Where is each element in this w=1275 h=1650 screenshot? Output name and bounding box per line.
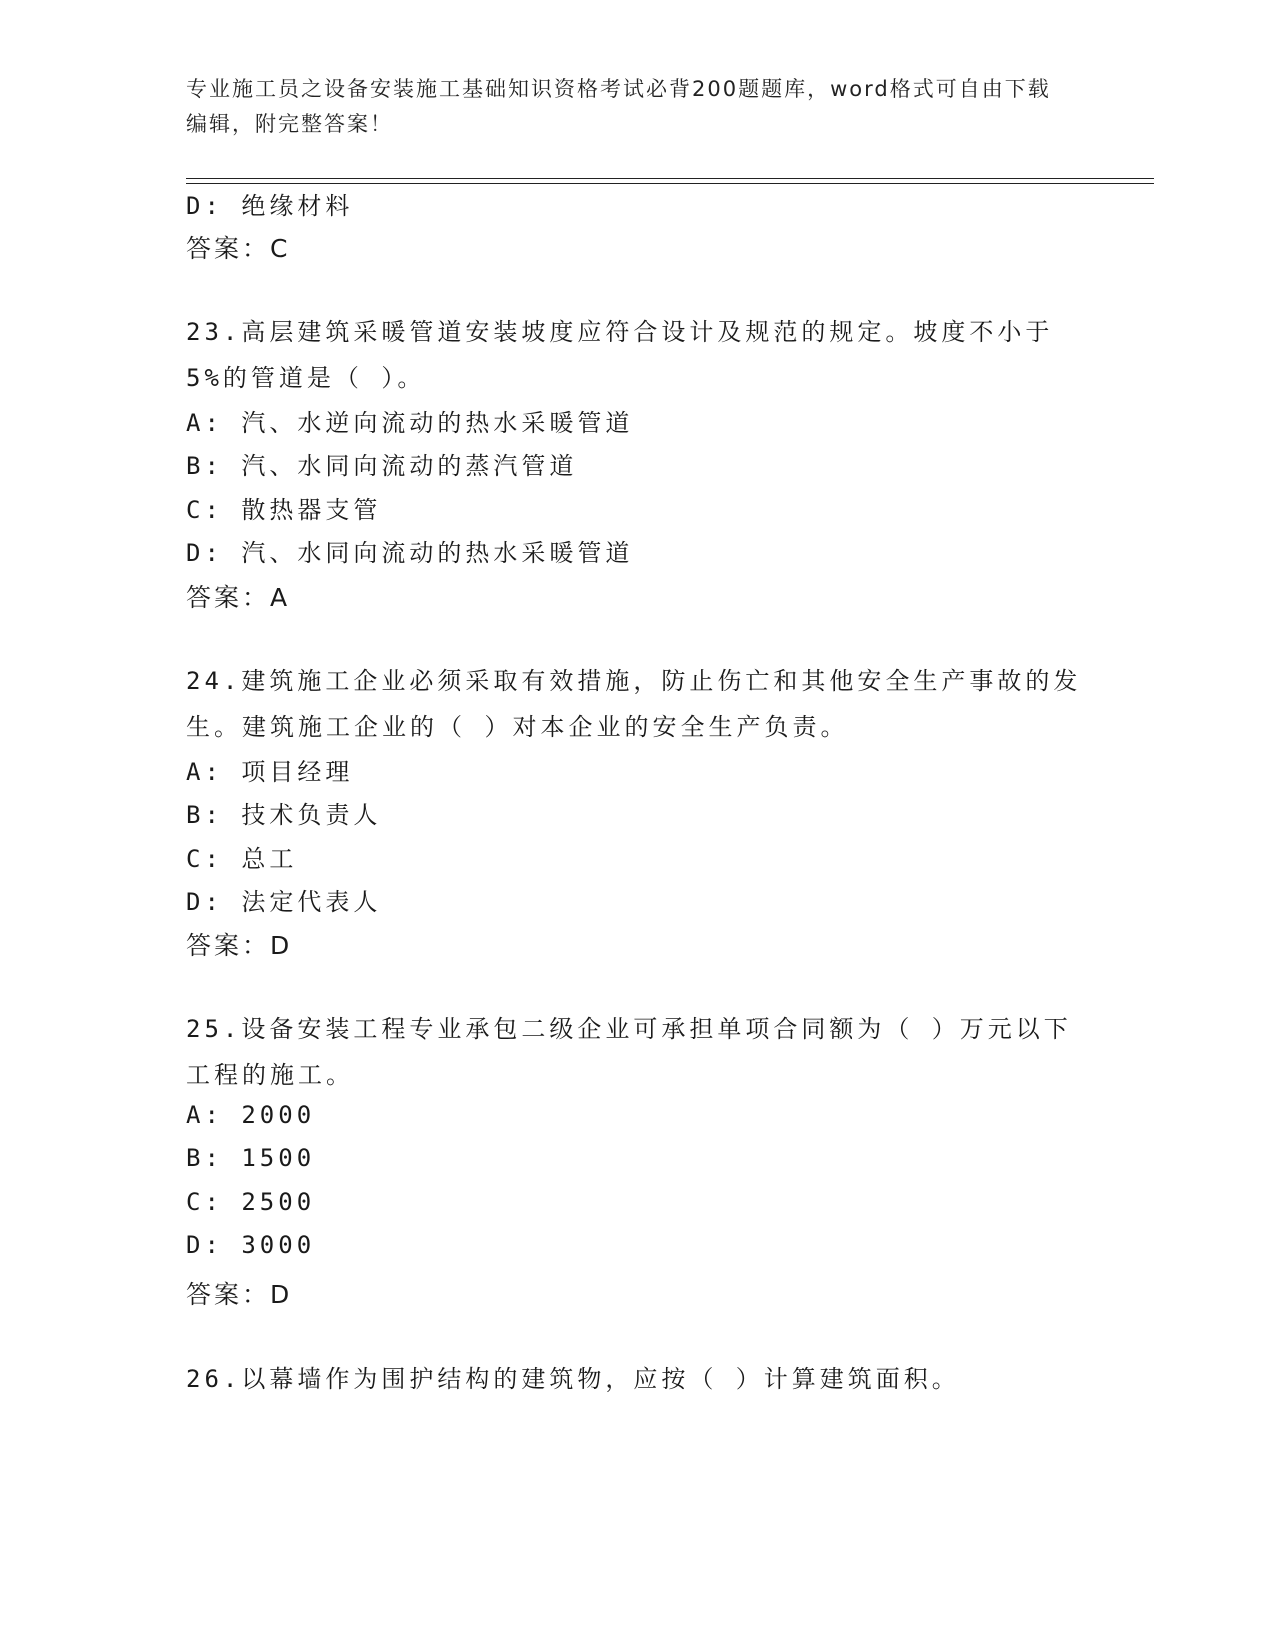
q26-stem: 26.以幕墙作为围护结构的建筑物，应按（ ）计算建筑面积。: [186, 1365, 960, 1393]
q23-option-d: D: 汽、水同向流动的热水采暖管道: [186, 539, 634, 567]
header-divider-bottom: [186, 183, 1154, 184]
q25-option-b: B: 1500: [186, 1144, 316, 1172]
q24-option-a: A: 项目经理: [186, 758, 354, 786]
q23-option-a: A: 汽、水逆向流动的热水采暖管道: [186, 409, 634, 437]
q24-answer: 答案：D: [186, 931, 293, 960]
q25-stem: 25.设备安装工程专业承包二级企业可承担单项合同额为（ ）万元以下工程的施工。: [186, 1015, 1072, 1089]
document-header: 专业施工员之设备安装施工基础知识资格考试必背200题题库，word格式可自由下载编辑，附完整答案！: [186, 77, 1051, 136]
q25-option-c: C: 2500: [186, 1188, 316, 1216]
prev-option-d: D: 绝缘材料: [186, 192, 354, 220]
q23-stem: 23.高层建筑采暖管道安装坡度应符合设计及规范的规定。坡度不小于5%的管道是（ ）。: [186, 318, 1054, 392]
q24-option-c: C: 总工: [186, 845, 298, 873]
q24-stem: 24.建筑施工企业必须采取有效措施，防止伤亡和其他安全生产事故的发生。建筑施工企业的（ ）对本企业的安全生产负责。: [186, 667, 1082, 741]
q25-answer: 答案：D: [186, 1280, 293, 1309]
q25-option-a: A: 2000: [186, 1101, 316, 1129]
q24-option-d: D: 法定代表人: [186, 888, 382, 916]
q23-option-c: C: 散热器支管: [186, 496, 382, 524]
prev-answer: 答案：C: [186, 234, 291, 263]
q23-option-b: B: 汽、水同向流动的蒸汽管道: [186, 452, 578, 480]
q25-option-d: D: 3000: [186, 1231, 316, 1259]
header-divider-top: [186, 178, 1154, 179]
q23-answer: 答案：A: [186, 583, 291, 612]
q24-option-b: B: 技术负责人: [186, 801, 382, 829]
